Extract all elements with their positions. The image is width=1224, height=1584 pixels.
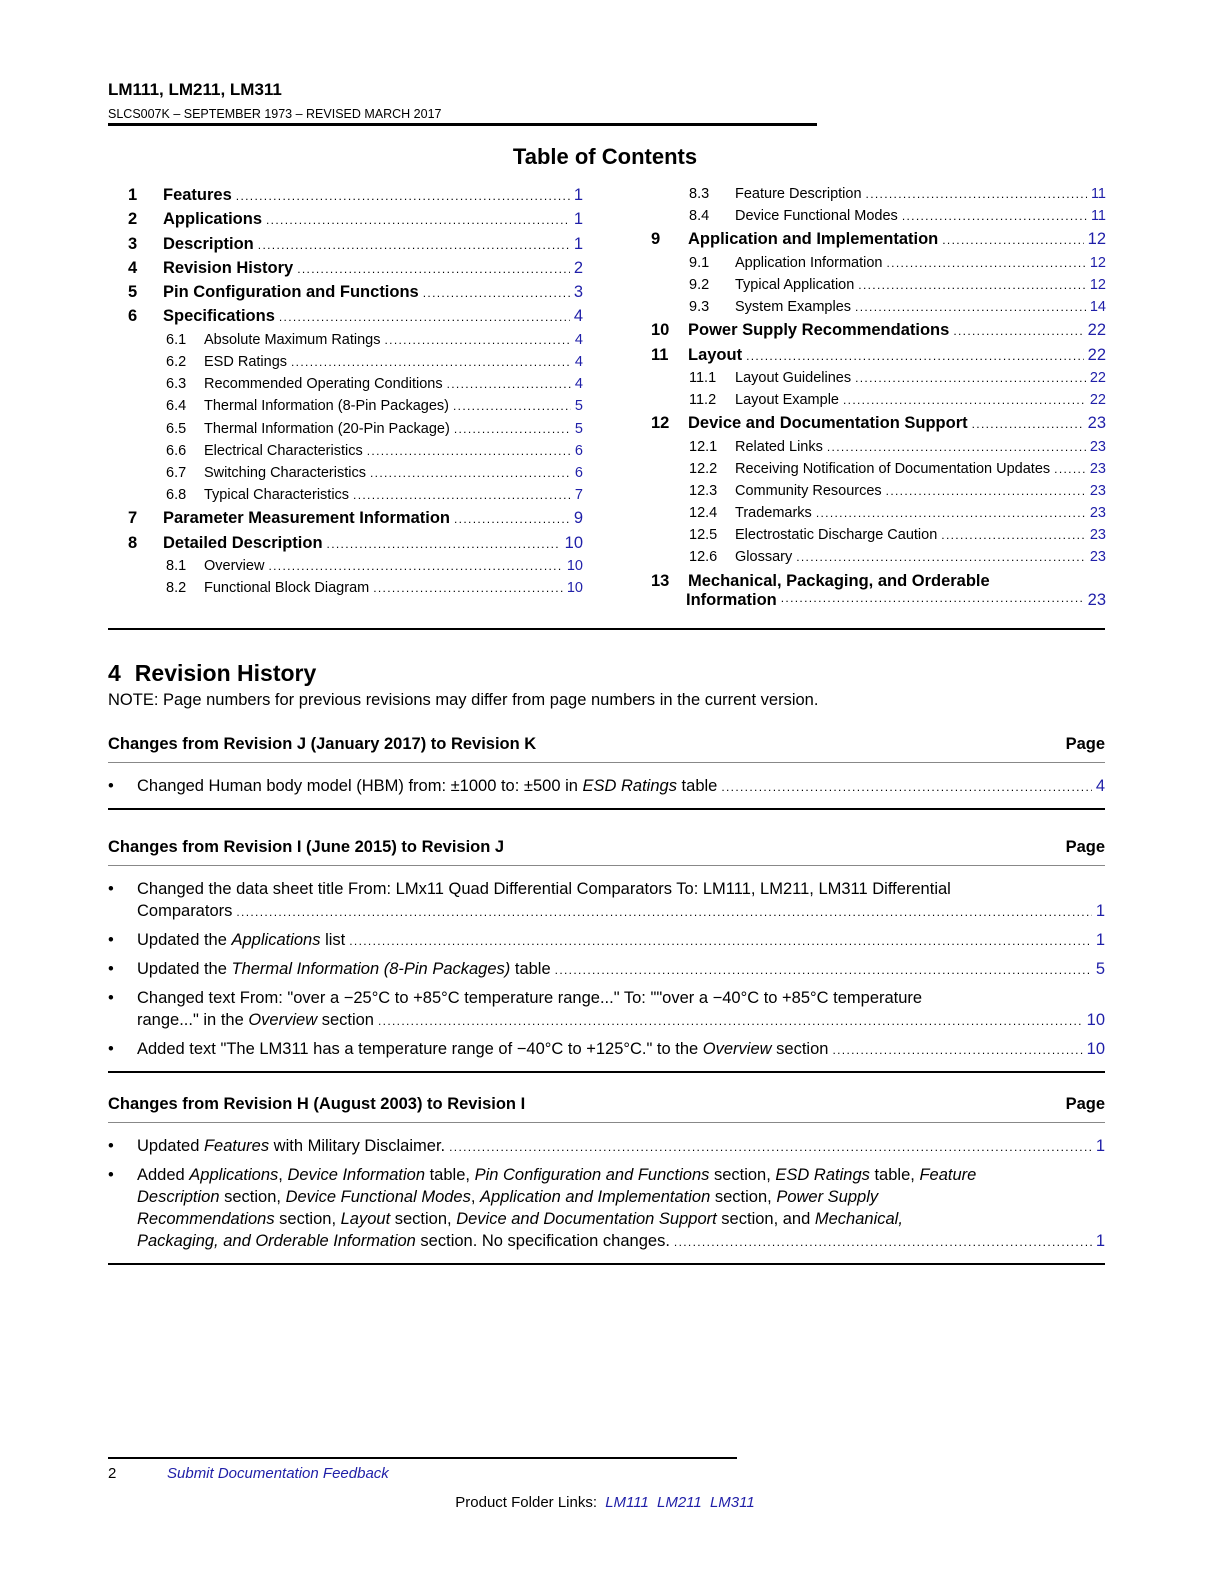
list-item <box>108 958 1105 981</box>
dot-leader <box>378 1010 1083 1032</box>
dot-leader <box>858 278 1086 292</box>
change-text-line <box>137 929 1105 952</box>
section-number: 4 <box>108 660 121 686</box>
toc-entry[interactable] <box>651 346 1106 370</box>
toc-entry-number: 6.6 <box>166 442 187 459</box>
change-text-line <box>137 1009 1105 1032</box>
dot-leader <box>236 901 1091 923</box>
toc-entry-title: ESD Ratings <box>204 353 288 370</box>
toc-entry-number: 12.6 <box>689 549 718 566</box>
toc-entry-title: Absolute Maximum Ratings <box>204 331 381 348</box>
toc-entry-number: 11 <box>651 345 669 364</box>
toc-page-link[interactable]: 4 <box>573 307 583 326</box>
toc-entry-title: Thermal Information (8-Pin Packages) <box>204 398 449 415</box>
dot-leader <box>721 776 1091 798</box>
toc-entry[interactable] <box>651 321 1106 345</box>
toc-entry-number: 6.2 <box>166 353 187 370</box>
section-title: Revision History <box>134 660 317 686</box>
product-link-lm111[interactable]: LM111 <box>605 1494 649 1511</box>
dot-leader <box>266 213 570 227</box>
toc-page-link[interactable]: 22 <box>1087 321 1106 340</box>
toc-entry[interactable] <box>128 307 583 331</box>
toc-page-link[interactable]: 23 <box>1089 460 1106 477</box>
change-page-link[interactable]: 10 <box>1086 1040 1105 1058</box>
toc-entry-number: 2 <box>128 210 138 229</box>
document-id-line: SLCS007K – SEPTEMBER 1973 – REVISED MARCH 2017 <box>108 107 442 121</box>
dot-leader <box>843 393 1086 407</box>
toc-entry-number: 12.5 <box>689 527 718 544</box>
dot-leader <box>1054 462 1086 476</box>
dot-leader <box>297 262 570 276</box>
toc-entry-title: Specifications <box>163 307 275 326</box>
toc-right-column <box>651 186 1106 614</box>
dot-leader <box>454 422 571 436</box>
toc-entry[interactable] <box>128 210 583 234</box>
toc-entry-title: Thermal Information (20-Pin Package) <box>204 420 450 437</box>
toc-entry-number: 12 <box>651 414 670 433</box>
toc-entry-number: 6.8 <box>166 487 187 504</box>
page-column-header: Page <box>1065 1095 1105 1113</box>
dot-leader <box>827 440 1086 454</box>
toc-page-link[interactable]: 10 <box>566 580 583 597</box>
page-column-header: Page <box>1065 838 1105 856</box>
list-item <box>108 775 1105 798</box>
change-page-link[interactable]: 1 <box>1095 931 1105 949</box>
toc-entry-number: 5 <box>128 283 138 302</box>
toc-page-link[interactable]: 12 <box>1089 276 1106 293</box>
footer-divider <box>108 1457 737 1459</box>
toc-entry-title: Recommended Operating Conditions <box>204 376 443 393</box>
toc-entry[interactable] <box>651 439 1106 461</box>
toc-entry-title: Layout Guidelines <box>735 369 852 386</box>
product-folder-label: Product Folder Links: <box>455 1494 598 1511</box>
toc-entry[interactable] <box>128 235 583 259</box>
toc-entry-number: 8.1 <box>166 557 187 574</box>
dot-leader <box>373 581 563 595</box>
change-list <box>108 763 1105 810</box>
dot-leader <box>887 256 1086 270</box>
toc-left-column <box>128 186 583 602</box>
toc-entry-title: Overview <box>204 557 265 574</box>
toc-entry-number: 6.3 <box>166 376 187 393</box>
dot-leader <box>279 310 570 324</box>
toc-entry-number: 6.5 <box>166 420 187 437</box>
change-page-link[interactable]: 10 <box>1086 1011 1105 1029</box>
toc-page-link[interactable]: 6 <box>574 442 583 459</box>
toc-page-link[interactable]: 11 <box>1090 186 1106 202</box>
dot-leader <box>746 349 1084 363</box>
toc-page-link[interactable]: 23 <box>1089 505 1106 522</box>
dot-leader <box>972 417 1084 431</box>
toc-page-link[interactable]: 1 <box>573 186 583 204</box>
toc-entry[interactable] <box>651 414 1106 438</box>
change-block <box>108 735 1105 810</box>
change-text: Changed the data sheet title From: LMx11 Quad Differential Comparators To: LM111, LM211, LM311 Differential <box>137 880 951 898</box>
toc-entry[interactable] <box>128 354 583 376</box>
toc-entry[interactable] <box>651 527 1106 549</box>
product-folder-links <box>0 1494 1210 1511</box>
dot-leader <box>796 550 1086 564</box>
toc-page-link[interactable]: 4 <box>574 331 583 348</box>
toc-entry-number: 1 <box>128 186 138 204</box>
toc-page-link[interactable]: 3 <box>573 283 583 302</box>
toc-entry-title: Pin Configuration and Functions <box>163 283 419 302</box>
toc-page-link[interactable]: 23 <box>1089 438 1106 455</box>
toc-entry-number: 3 <box>128 234 138 253</box>
bullet: • <box>108 960 114 978</box>
toc-entry[interactable] <box>128 283 583 307</box>
change-text-line <box>137 900 1105 923</box>
dot-leader <box>423 286 570 300</box>
dot-leader <box>942 233 1083 247</box>
toc-entry-title: Description <box>163 234 254 253</box>
toc-page-link[interactable]: 22 <box>1089 392 1106 409</box>
toc-entry-title: Layout Example <box>735 392 839 409</box>
change-block-title: Changes from Revision J (January 2017) to Revision K <box>108 735 537 753</box>
toc-page-link[interactable]: 23 <box>1087 414 1106 433</box>
toc-page-link[interactable]: 14 <box>1089 299 1106 316</box>
change-text: Changed Human body model (HBM) from: ±1000 to: ±500 in ESD Ratings table <box>137 777 718 795</box>
toc-page-link[interactable]: 5 <box>574 398 583 415</box>
toc-page-link[interactable]: 4 <box>574 376 583 393</box>
submit-feedback-link[interactable]: Submit Documentation Feedback <box>167 1465 389 1482</box>
revision-note: NOTE: Page numbers for previous revisions may differ from page numbers in the current version. <box>108 691 819 709</box>
header-divider <box>108 123 817 126</box>
toc-page-link[interactable]: 6 <box>574 464 583 481</box>
toc-entry-number: 12.2 <box>689 460 718 477</box>
change-text: Comparators <box>137 902 233 920</box>
toc-entry[interactable] <box>651 208 1106 230</box>
toc-entry-number: 10 <box>651 321 670 340</box>
list-item <box>108 878 1105 923</box>
change-page-link[interactable]: 5 <box>1095 960 1105 978</box>
list-item <box>108 987 1105 1032</box>
toc-entry-line <box>651 572 1106 591</box>
dot-leader <box>941 528 1086 542</box>
toc-entry-number: 11.2 <box>689 392 717 409</box>
toc-page-link[interactable]: 1 <box>573 210 583 229</box>
bullet: • <box>108 777 114 795</box>
change-block <box>108 1095 1105 1265</box>
dot-leader <box>832 1039 1082 1061</box>
toc-entry[interactable] <box>651 299 1106 321</box>
dot-leader <box>353 488 571 502</box>
bullet: • <box>108 1166 114 1184</box>
change-text: Added text "The LM311 has a temperature range of −40°C to +125°C." to the Overview section <box>137 1040 829 1058</box>
change-page-link[interactable]: 1 <box>1095 902 1105 920</box>
dot-leader <box>454 512 570 526</box>
toc-entry[interactable] <box>651 549 1106 571</box>
toc-entry[interactable] <box>651 370 1106 392</box>
toc-entry[interactable] <box>128 186 583 210</box>
change-block-header <box>108 735 1105 763</box>
toc-entry[interactable] <box>128 487 583 509</box>
dot-leader <box>327 537 561 551</box>
product-link-lm211[interactable]: LM211 <box>657 1494 702 1511</box>
toc-entry[interactable] <box>128 509 583 533</box>
dot-leader <box>866 187 1087 201</box>
bullet: • <box>108 1040 114 1058</box>
dot-leader <box>953 324 1083 338</box>
toc-page-link[interactable]: 4 <box>574 353 583 370</box>
toc-entry-title: Application Information <box>735 254 883 271</box>
toc-entry[interactable] <box>651 392 1106 414</box>
toc-page-link[interactable]: 1 <box>573 234 583 253</box>
toc-entry-title: Electrostatic Discharge Caution <box>735 527 938 544</box>
bullet: • <box>108 1137 114 1155</box>
toc-entry[interactable] <box>128 443 583 465</box>
toc-page-link[interactable]: 10 <box>564 533 583 552</box>
toc-page-link[interactable]: 12 <box>1087 230 1106 249</box>
dot-leader <box>236 189 570 203</box>
toc-entry-title: Feature Description <box>735 186 862 202</box>
dot-leader <box>268 559 562 573</box>
toc-entry-number: 9 <box>651 230 661 249</box>
toc-entry-title: Community Resources <box>735 482 882 499</box>
change-text: range..." in the Overview section <box>137 1011 374 1029</box>
toc-entry[interactable] <box>651 483 1106 505</box>
dot-leader <box>674 1231 1092 1253</box>
toc-entry[interactable] <box>651 255 1106 277</box>
toc-page-link[interactable]: 22 <box>1087 345 1106 364</box>
toc-entry-title: Related Links <box>735 438 823 455</box>
toc-entry-title: Typical Characteristics <box>204 487 350 504</box>
dot-leader <box>886 484 1086 498</box>
toc-page-link[interactable]: 7 <box>574 487 583 504</box>
toc-entry-title: Receiving Notification of Documentation Updates <box>735 460 1051 477</box>
dot-leader <box>291 355 571 369</box>
toc-entry-title: Features <box>163 186 232 204</box>
dot-leader <box>855 371 1086 385</box>
page-number: 2 <box>108 1465 117 1482</box>
toc-entry-title: Mechanical, Packaging, and Orderable <box>688 571 990 590</box>
toc-entry[interactable] <box>128 332 583 354</box>
toc-entry[interactable] <box>128 534 583 558</box>
toc-page-link[interactable]: 2 <box>573 258 583 277</box>
toc-entry[interactable] <box>651 186 1106 208</box>
toc-entry[interactable] <box>128 259 583 283</box>
change-page-link[interactable]: 4 <box>1095 777 1105 795</box>
toc-entry-title: Electrical Characteristics <box>204 442 363 459</box>
document-title: LM111, LM211, LM311 <box>108 80 282 99</box>
toc-entry-title: Applications <box>163 210 263 229</box>
toc-entry-number: 7 <box>128 509 138 528</box>
change-text: Packaging, and Orderable Information section. No specification changes. <box>137 1232 670 1250</box>
dot-leader <box>349 930 1092 952</box>
toc-entry-title: Switching Characteristics <box>204 464 366 481</box>
bullet: • <box>108 931 114 949</box>
list-item <box>108 929 1105 952</box>
toc-entry-number: 12.4 <box>689 505 718 522</box>
change-list <box>108 866 1105 1073</box>
toc-entry[interactable] <box>651 461 1106 483</box>
toc-entry-title: Functional Block Diagram <box>204 580 370 597</box>
change-block-title: Changes from Revision H (August 2003) to Revision I <box>108 1095 526 1113</box>
toc-entry-title: Device and Documentation Support <box>688 414 968 433</box>
toc-entry-number: 6.7 <box>166 464 187 481</box>
list-item <box>108 1038 1105 1061</box>
toc-entry-number: 8.3 <box>689 186 710 202</box>
change-block <box>108 838 1105 1073</box>
toc-entry[interactable] <box>651 277 1106 299</box>
toc-entry-title: Device Functional Modes <box>735 208 898 225</box>
dot-leader <box>449 1136 1092 1158</box>
toc-entry-number: 12.3 <box>689 482 718 499</box>
dot-leader <box>370 466 571 480</box>
dot-leader <box>855 300 1086 314</box>
dot-leader <box>555 959 1092 981</box>
toc-entry-title: Parameter Measurement Information <box>163 509 451 528</box>
toc-page-link[interactable]: 23 <box>1089 527 1106 544</box>
toc-entry-number: 8.4 <box>689 208 710 225</box>
dot-leader <box>453 399 571 413</box>
toc-entry-number: 9.1 <box>689 254 710 271</box>
toc-entry-number: 9.2 <box>689 276 710 293</box>
toc-entry-number: 9.3 <box>689 299 710 316</box>
toc-page-link[interactable]: 10 <box>566 557 583 574</box>
dot-leader <box>258 238 570 252</box>
toc-entry-title: Revision History <box>163 258 294 277</box>
toc-entry[interactable] <box>128 558 583 580</box>
toc-page-link[interactable]: 9 <box>573 509 583 528</box>
toc-entry[interactable] <box>651 230 1106 254</box>
toc-entry-number: 6 <box>128 307 138 326</box>
toc-entry-number: 11.1 <box>689 369 717 386</box>
toc-divider <box>108 628 1105 630</box>
toc-entry[interactable] <box>651 572 1106 614</box>
toc-entry-title: Trademarks <box>735 505 812 522</box>
toc-entry[interactable] <box>128 580 583 602</box>
toc-entry-title: Application and Implementation <box>688 230 939 249</box>
dot-leader <box>781 591 1084 610</box>
toc-title: Table of Contents <box>512 144 698 169</box>
change-text: Updated the Applications list <box>137 931 346 949</box>
change-text-line <box>137 1135 1105 1158</box>
change-text: Added Applications, Device Information table, Pin Configuration and Functions section, ESD Ratings table, Feature Description section, Device Functional Modes, Application and Implementation section, Power Supply Recommendations section, Layout section, Device and Documentation Support section, and Mechanical, <box>137 1166 977 1228</box>
toc-page-link[interactable]: 23 <box>1089 549 1106 566</box>
change-text-line <box>137 1230 1105 1253</box>
change-page-link[interactable]: 1 <box>1095 1232 1105 1250</box>
toc-entry-title-cont: Information <box>686 590 777 609</box>
toc-entry-title: Power Supply Recommendations <box>688 321 950 340</box>
toc-entry[interactable] <box>128 398 583 420</box>
change-page-link[interactable]: 1 <box>1095 1137 1105 1155</box>
list-item <box>108 1135 1105 1158</box>
change-block-header <box>108 1095 1105 1123</box>
change-text-line <box>137 1038 1105 1061</box>
change-text: Updated the Thermal Information (8-Pin Packages) table <box>137 960 551 978</box>
toc-entry-number: 4 <box>128 258 138 277</box>
change-block-title: Changes from Revision I (June 2015) to Revision J <box>108 838 505 856</box>
dot-leader <box>367 444 571 458</box>
toc-entry-number: 6.4 <box>166 398 187 415</box>
toc-entry-title: Layout <box>688 345 743 364</box>
change-block-header <box>108 838 1105 866</box>
page-column-header: Page <box>1065 735 1105 753</box>
toc-entry-title: Detailed Description <box>163 533 323 552</box>
toc-entry-number: 8 <box>128 533 138 552</box>
dot-leader <box>902 209 1087 223</box>
toc-page-link[interactable]: 23 <box>1087 590 1106 609</box>
revision-history-heading <box>108 660 316 687</box>
change-text: Changed text From: "over a −25°C to +85°C temperature range..." To: ""over a −40°C to +85°C temperature <box>137 989 923 1007</box>
toc-page-link[interactable]: 22 <box>1089 369 1106 386</box>
product-link-lm311[interactable]: LM311 <box>709 1494 755 1511</box>
change-text-line <box>137 775 1105 798</box>
list-item <box>108 1164 1105 1253</box>
toc-entry-number: 13 <box>651 571 670 590</box>
toc-entry-line <box>651 591 1106 610</box>
toc-entry-number: 8.2 <box>166 580 187 597</box>
dot-leader <box>816 506 1086 520</box>
bullet: • <box>108 880 114 898</box>
change-text-line <box>137 958 1105 981</box>
bullet: • <box>108 989 114 1007</box>
toc-entry[interactable] <box>128 376 583 398</box>
toc-entry-number: 6.1 <box>166 331 187 348</box>
dot-leader <box>447 377 571 391</box>
toc-entry-number: 12.1 <box>689 438 718 455</box>
toc-entry[interactable] <box>128 465 583 487</box>
toc-page-link[interactable]: 5 <box>574 420 583 437</box>
toc-entry[interactable] <box>128 421 583 443</box>
toc-entry-title: Typical Application <box>735 276 855 293</box>
dot-leader <box>385 333 571 347</box>
toc-entry-title: Glossary <box>735 549 793 566</box>
toc-page-link[interactable]: 11 <box>1090 208 1106 225</box>
toc-entry-title: System Examples <box>735 299 852 316</box>
change-list <box>108 1123 1105 1265</box>
change-text: Updated Features with Military Disclaimer. <box>137 1137 446 1155</box>
toc-page-link[interactable]: 12 <box>1089 254 1106 271</box>
toc-page-link[interactable]: 23 <box>1089 482 1106 499</box>
toc-entry[interactable] <box>651 505 1106 527</box>
